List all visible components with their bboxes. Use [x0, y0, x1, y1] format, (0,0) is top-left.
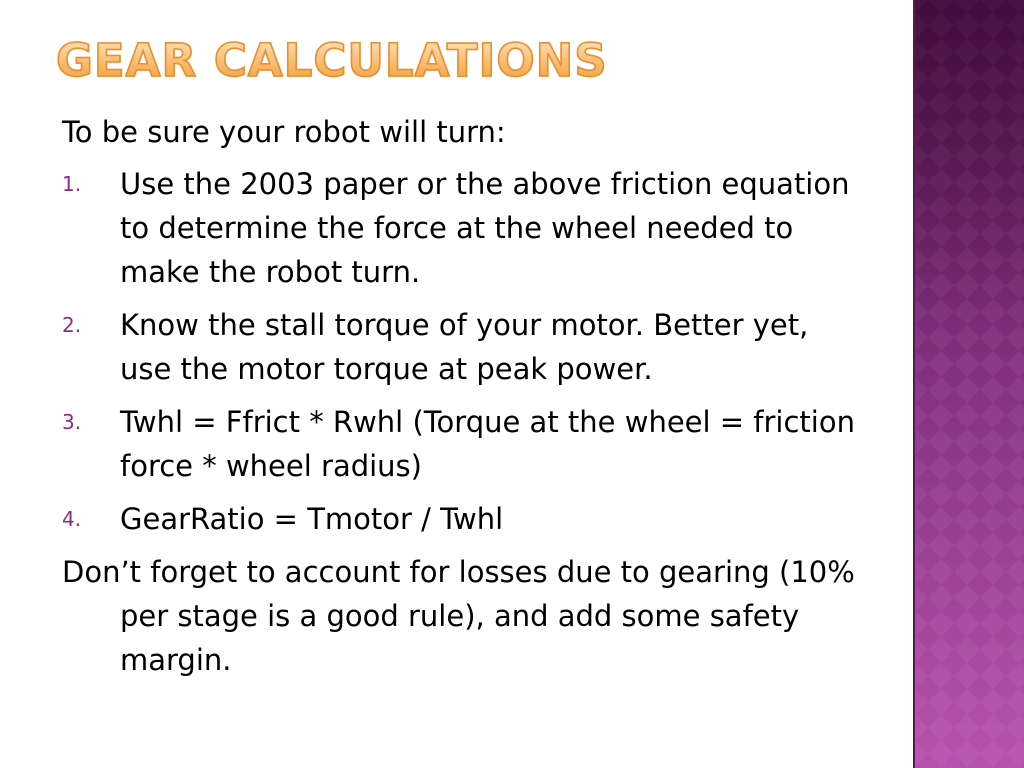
steps-list [62, 162, 862, 541]
list-number: 3. [62, 410, 82, 434]
list-item [62, 162, 862, 294]
list-number: 2. [62, 313, 82, 337]
list-number: 4. [62, 507, 82, 531]
list-item [62, 303, 862, 391]
list-item [62, 497, 862, 541]
slide-title: GEAR CALCULATIONS [56, 34, 608, 87]
list-item-text: GearRatio = Tmotor / Twhl [120, 502, 504, 536]
list-number: 1. [62, 172, 82, 196]
list-item-text: Twhl = Ffrict * Rwhl (Torque at the wheel = friction force * wheel radius) [120, 405, 855, 483]
list-item [62, 400, 862, 488]
list-item-text: Know the stall torque of your motor. Better yet, use the motor torque at peak power. [120, 308, 809, 386]
closing-text: Don’t forget to account for losses due to gearing (10% per stage is a good rule), and add some safety margin. [62, 555, 855, 677]
slide-body [62, 110, 862, 690]
list-item-text: Use the 2003 paper or the above friction equation to determine the force at the wheel needed to make the robot turn. [120, 167, 850, 289]
decorative-side-band [913, 0, 1024, 768]
intro-text: To be sure your robot will turn: [62, 115, 506, 149]
